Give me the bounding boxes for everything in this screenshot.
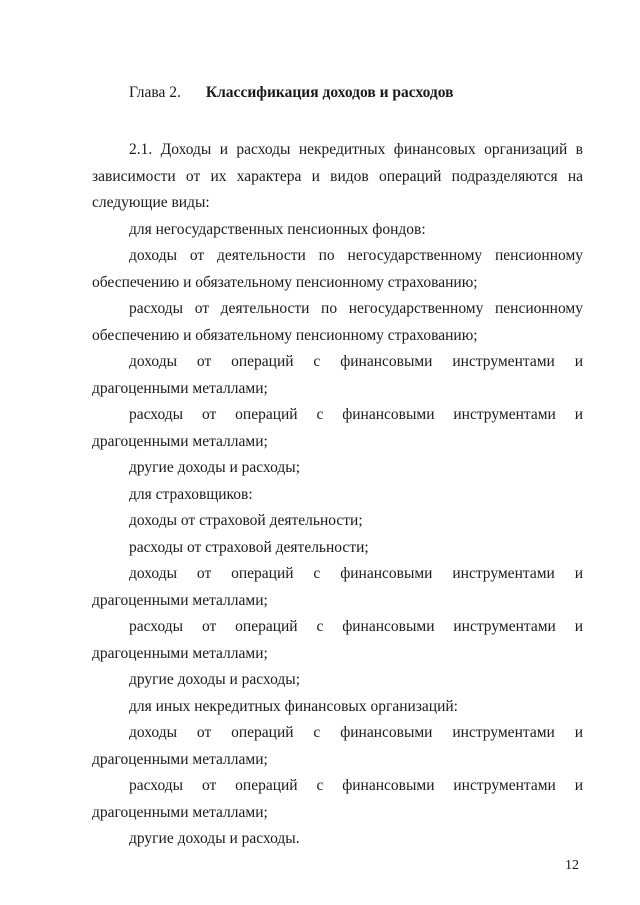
paragraph-insurers-heading: для страховщиков: [129,485,253,503]
paragraph-item: расходы от операций с финансовыми инструментами и драгоценными металлами; [92,406,583,450]
paragraph-item: доходы от деятельности по негосударственному пенсионному обеспечению и обязательному пенсионному страхованию; [92,247,583,291]
paragraph-item: другие доходы и расходы; [129,459,301,476]
paragraph-intro: 2.1. Доходы и расходы некредитных финансовых организаций в зависимости от их характера и видов операций подразделяются на следующие виды: [92,141,583,211]
paragraph-item: доходы от операций с финансовыми инструментами и драгоценными металлами; [92,353,583,397]
paragraph-item: расходы от деятельности по негосударственному пенсионному обеспечению и обязательному пенсионному страхованию; [92,300,583,344]
paragraph-item: доходы от страховой деятельности; [129,512,363,529]
paragraph-item: другие доходы и расходы. [129,830,300,847]
chapter-title: Классификация доходов и расходов [205,84,454,101]
chapter-label: Глава 2. [129,84,181,101]
paragraph-npf-heading: для негосударственных пенсионных фондов: [129,220,426,238]
page-number: 12 [565,858,579,873]
chapter-heading [129,84,453,102]
paragraph-item: доходы от операций с финансовыми инструментами и драгоценными металлами; [92,724,583,768]
paragraph-item: другие доходы и расходы; [129,671,301,688]
paragraph-item: расходы от операций с финансовыми инструментами и драгоценными металлами; [92,618,583,662]
paragraph-item: доходы от операций с финансовыми инструментами и драгоценными металлами; [92,565,583,609]
paragraph-other-orgs-heading: для иных некредитных финансовых организаций: [129,697,458,715]
paragraph-item: расходы от операций с финансовыми инструментами и драгоценными металлами; [92,777,583,821]
paragraph-item: расходы от страховой деятельности; [129,538,369,556]
document-body [92,137,583,853]
